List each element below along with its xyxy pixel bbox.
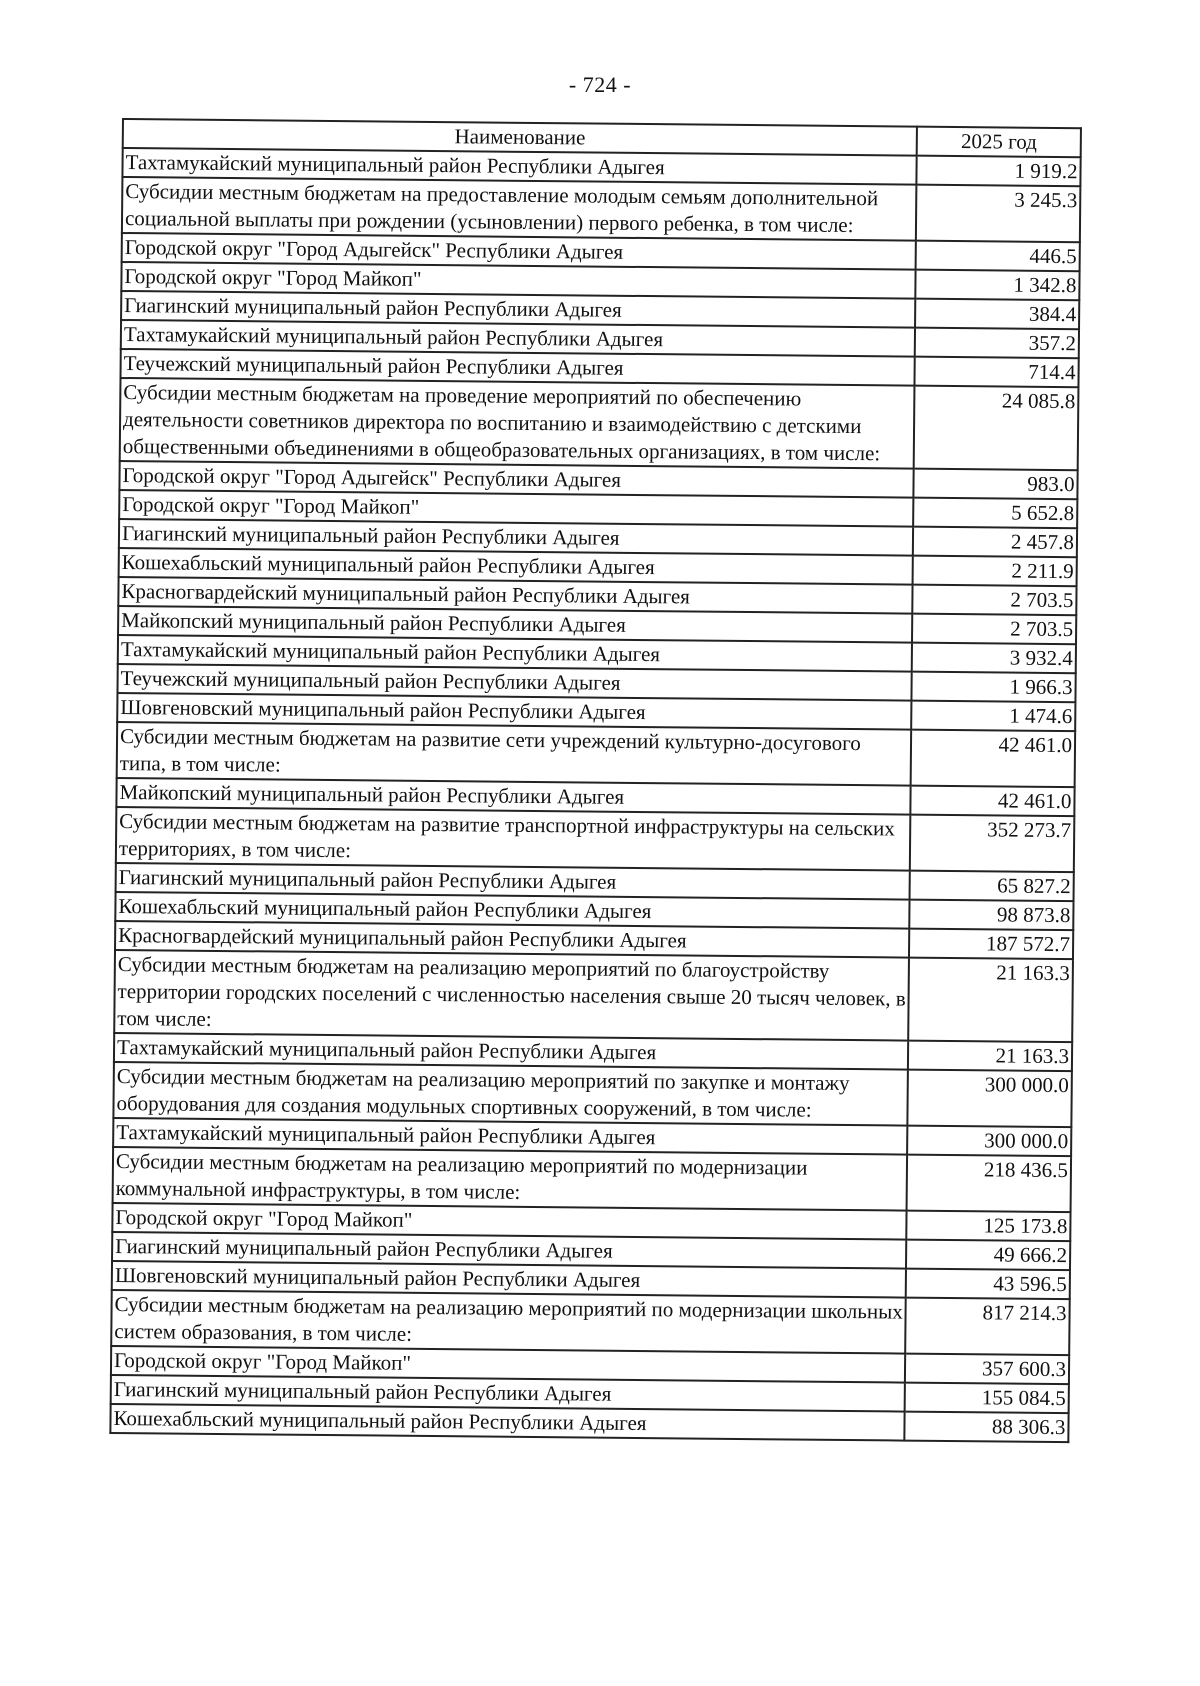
table-body — [110, 148, 1080, 1442]
row-value: 155 084.5 — [905, 1383, 1069, 1414]
row-value: 817 214.3 — [905, 1298, 1069, 1356]
row-value: 352 273.7 — [910, 815, 1074, 873]
row-value: 446.5 — [916, 241, 1080, 272]
row-value: 218 436.5 — [907, 1155, 1071, 1213]
row-value: 1 342.8 — [916, 270, 1080, 301]
row-name: Городской округ "Город Адыгейск" Республики Адыгея — [122, 233, 917, 270]
row-name: Майкопский муниципальный район Республики Адыгея — [118, 606, 913, 643]
row-value: 24 085.8 — [914, 386, 1078, 471]
row-value: 42 461.0 — [911, 730, 1075, 788]
row-value: 1 966.3 — [912, 672, 1076, 703]
page-number: - 724 - — [568, 72, 632, 97]
row-name: Субсидии местным бюджетам на реализацию мероприятий по модернизации коммунальной инфраструктуры, в том числе: — [113, 1147, 908, 1211]
row-name: Субсидии местным бюджетам на реализацию мероприятий по закупке и монтажу оборудования для создания модульных спортивных сооружений, в том числе: — [113, 1062, 908, 1126]
row-value: 5 652.8 — [913, 498, 1077, 529]
row-name: Субсидии местным бюджетам на предоставление молодым семьям дополнительной социальной выплаты при рождении (усыновлении) первого ребенка, в том числе: — [122, 177, 917, 241]
row-name: Городской округ "Город Майкоп" — [121, 262, 916, 299]
row-name: Гиагинский муниципальный район Республики Адыгея — [111, 1375, 906, 1412]
row-name: Тахтамукайский муниципальный район Республики Адыгея — [121, 320, 916, 357]
row-name: Гиагинский муниципальный район Республики Адыгея — [119, 519, 914, 556]
row-name: Тахтамукайский муниципальный район Республики Адыгея — [113, 1118, 908, 1155]
row-name: Субсидии местным бюджетам на развитие сети учреждений культурно-досугового типа, в том числе: — [117, 722, 912, 786]
row-name: Кошехабльский муниципальный район Республики Адыгея — [119, 548, 914, 585]
row-value: 300 000.0 — [907, 1126, 1071, 1157]
row-name: Шовгеновский муниципальный район Республики Адыгея — [112, 1261, 907, 1298]
row-value: 49 666.2 — [906, 1240, 1070, 1271]
row-value: 3 932.4 — [912, 643, 1076, 674]
row-value: 21 163.3 — [908, 958, 1072, 1043]
table-row — [111, 1290, 1069, 1355]
row-name: Субсидии местным бюджетам на развитие транспортной инфраструктуры на сельских территориях, в том числе: — [116, 807, 911, 871]
row-value: 384.4 — [915, 299, 1079, 330]
row-name: Гиагинский муниципальный район Республики Адыгея — [121, 291, 916, 328]
row-value: 983.0 — [914, 469, 1078, 500]
row-name: Городской округ "Город Адыгейск" Республики Адыгея — [119, 461, 914, 498]
row-value: 2 703.5 — [912, 614, 1076, 645]
row-value: 88 306.3 — [905, 1412, 1069, 1443]
row-name: Гиагинский муниципальный район Республики Адыгея — [112, 1232, 907, 1269]
row-name: Красногвардейский муниципальный район Республики Адыгея — [115, 921, 910, 958]
row-value: 357.2 — [915, 328, 1079, 359]
row-name: Городской округ "Город Майкоп" — [112, 1203, 907, 1240]
header-year: 2025 год — [917, 127, 1081, 158]
row-value: 2 211.9 — [913, 556, 1077, 587]
row-name: Тахтамукайский муниципальный район Республики Адыгея — [114, 1033, 909, 1070]
row-value: 43 596.5 — [906, 1269, 1070, 1300]
row-name: Кошехабльский муниципальный район Республики Адыгея — [115, 892, 910, 929]
table-row — [122, 177, 1080, 242]
row-name: Субсидии местным бюджетам на проведение мероприятий по обеспечению деятельности советников директора по воспитанию и взаимодействию с детскими общественными объединениями в общеобразовательных организациях, в том числе: — [120, 378, 915, 469]
table-row — [116, 807, 1074, 872]
budget-table — [109, 118, 1082, 1443]
row-name: Гиагинский муниципальный район Республики Адыгея — [116, 863, 911, 900]
row-name: Тахтамукайский муниципальный район Республики Адыгея — [122, 148, 917, 185]
row-value: 2 703.5 — [913, 585, 1077, 616]
row-value: 300 000.0 — [908, 1070, 1072, 1128]
row-value: 42 461.0 — [911, 786, 1075, 817]
table-row — [113, 1062, 1071, 1127]
row-value: 125 173.8 — [907, 1211, 1071, 1242]
row-name: Теучежский муниципальный район Республики Адыгея — [121, 349, 916, 386]
table-row — [114, 950, 1073, 1042]
row-name: Теучежский муниципальный район Республики Адыгея — [117, 664, 912, 701]
row-value: 357 600.3 — [905, 1354, 1069, 1385]
row-value: 98 873.8 — [910, 900, 1074, 931]
row-value: 2 457.8 — [913, 527, 1077, 558]
table-row — [117, 722, 1075, 787]
row-name: Городской округ "Город Майкоп" — [111, 1346, 906, 1383]
row-name: Тахтамукайский муниципальный район Республики Адыгея — [118, 635, 913, 672]
row-name: Майкопский муниципальный район Республики Адыгея — [116, 778, 911, 815]
table-row — [113, 1147, 1071, 1212]
row-value: 1 474.6 — [911, 701, 1075, 732]
row-name: Субсидии местным бюджетам на реализацию мероприятий по модернизации школьных систем образования, в том числе: — [111, 1290, 906, 1354]
row-name: Шовгеновский муниципальный район Республики Адыгея — [117, 693, 912, 730]
row-value: 187 572.7 — [909, 929, 1073, 960]
row-name: Красногвардейский муниципальный район Республики Адыгея — [118, 577, 913, 614]
row-value: 65 827.2 — [910, 871, 1074, 902]
row-value: 1 919.2 — [917, 156, 1081, 187]
row-value: 3 245.3 — [916, 185, 1080, 243]
row-name: Кошехабльский муниципальный район Республики Адыгея — [110, 1404, 905, 1441]
row-name: Субсидии местным бюджетам на реализацию мероприятий по благоустройству территории городских поселений с численностью населения свыше 20 тысяч человек, в том числе: — [114, 950, 909, 1041]
row-value: 714.4 — [915, 357, 1079, 388]
row-value: 21 163.3 — [908, 1041, 1072, 1072]
row-name: Городской округ "Город Майкоп" — [119, 490, 914, 527]
table-row — [120, 378, 1079, 470]
header-name: Наименование — [123, 119, 918, 156]
